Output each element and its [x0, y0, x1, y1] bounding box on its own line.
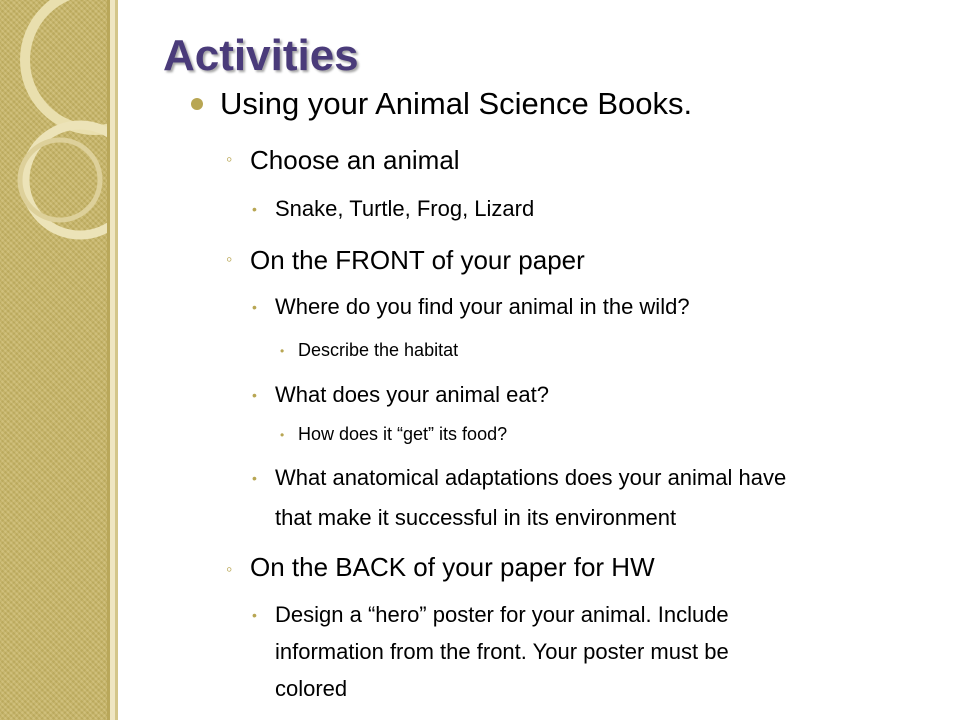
bullet-text-continued: colored [275, 676, 348, 701]
bullet-text: How does it “get” its food? [298, 424, 508, 444]
bullet-text: Choose an animal [250, 145, 460, 175]
bullet-tiny-icon: • [280, 344, 285, 358]
bullet-small-icon: • [252, 607, 257, 623]
bullet-small-icon: • [252, 299, 257, 315]
ring-large [25, 0, 107, 130]
bullet-text: On the FRONT of your paper [250, 245, 585, 275]
bullet-text: What anatomical adaptations does your animal have [275, 465, 787, 490]
bullet-text: Snake, Turtle, Frog, Lizard [275, 196, 535, 221]
bullet-text: On the BACK of your paper for HW [250, 552, 655, 582]
decorative-rings [0, 0, 107, 720]
bullet-small-icon: • [252, 387, 257, 403]
bullet-ring-icon: ◦ [226, 149, 233, 169]
bullet-text: What does your animal eat? [275, 382, 549, 407]
decorative-sidebar [0, 0, 107, 720]
bullet-small-icon: • [252, 201, 257, 217]
bullet-text-continued: that make it successful in its environment [275, 505, 677, 530]
bullet-text: Using your Animal Science Books. [220, 86, 693, 121]
bullet-text: Where do you find your animal in the wild? [275, 294, 690, 319]
bullet-text: Design a “hero” poster for your animal. Include [275, 602, 729, 627]
bullet-small-icon: • [252, 470, 257, 486]
bullet-ring-icon: ◦ [226, 249, 233, 269]
slide-title: Activities [163, 31, 359, 80]
ring-small [20, 140, 100, 220]
bullet-dot-icon [191, 98, 203, 110]
bullet-text: Describe the habitat [298, 340, 459, 360]
bullet-tiny-icon: • [280, 428, 285, 442]
bullet-text-continued: information from the front. Your poster must be [275, 639, 729, 664]
sidebar-stripe [115, 0, 118, 720]
bullet-ring-icon: ◦ [226, 559, 233, 579]
